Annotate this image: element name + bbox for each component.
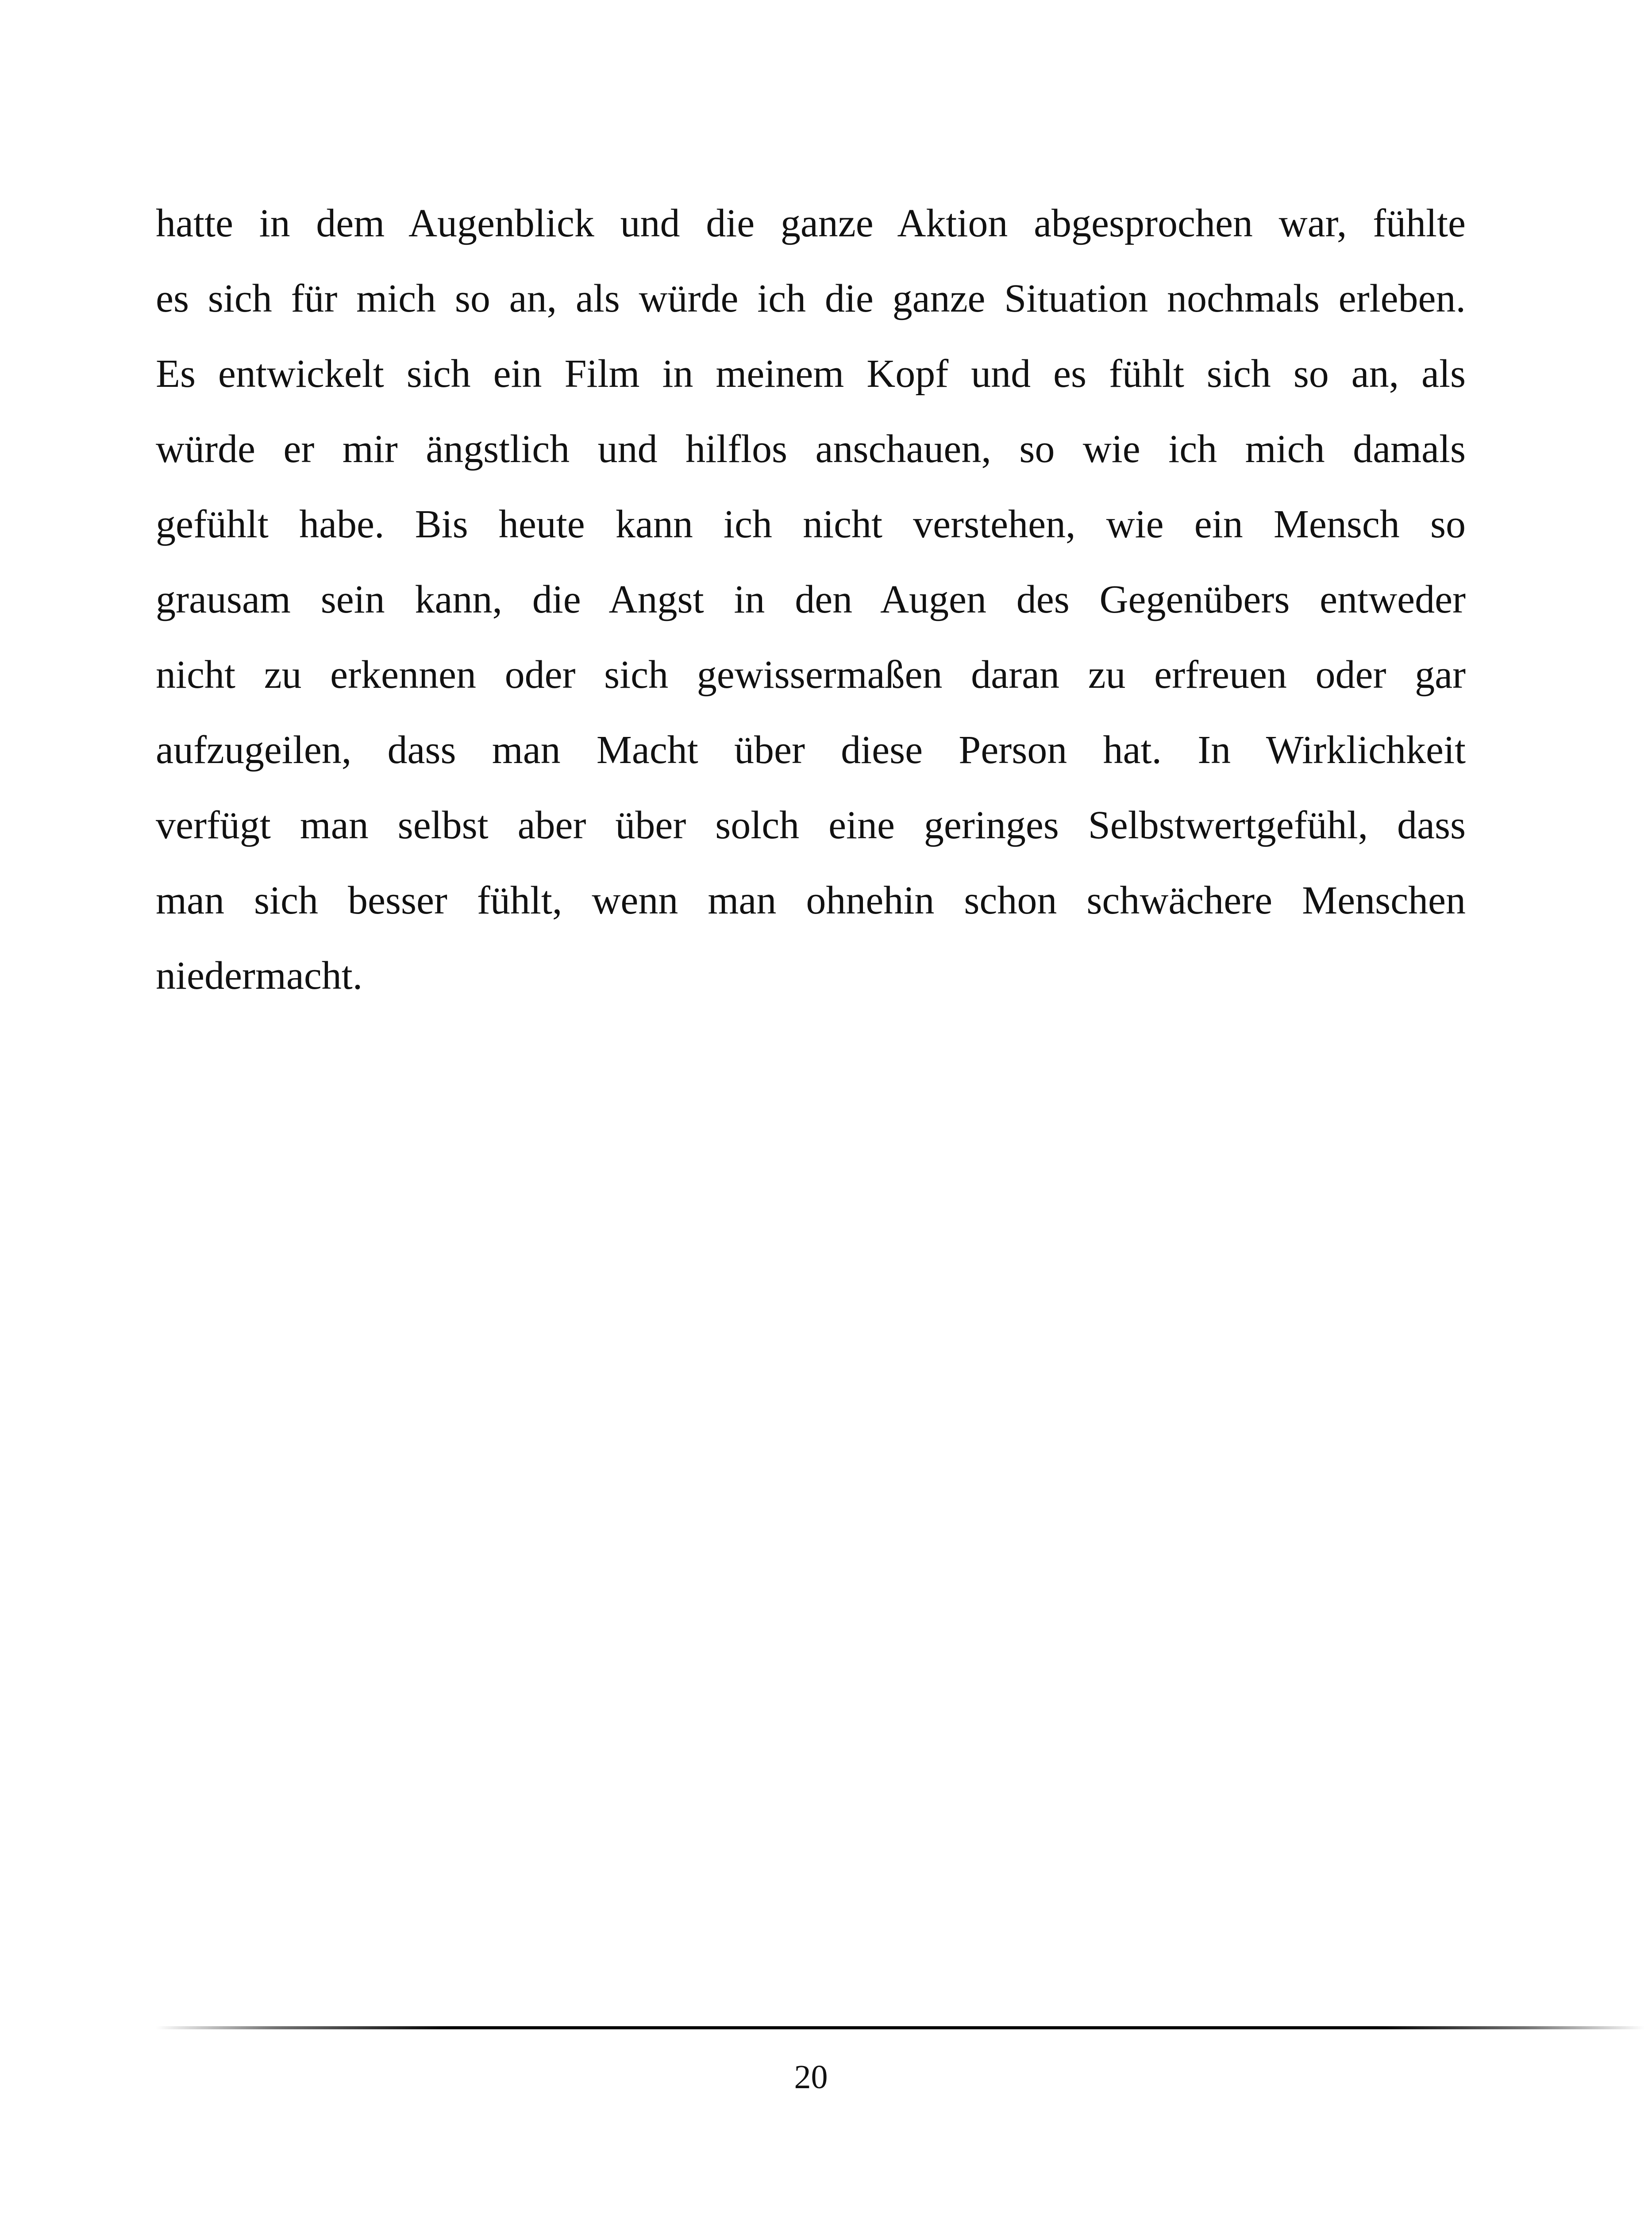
text-line: niedermacht. <box>156 954 363 998</box>
text-line: Es entwickelt sich ein Film in meinem Kopf und es fühlt sich so an, als <box>156 352 1466 396</box>
text-line: es sich für mich so an, als würde ich die ganze Situation nochmals erleben. <box>156 277 1466 320</box>
footer-divider <box>156 2026 1645 2029</box>
text-line: nicht zu erkennen oder sich gewissermaßen daran zu erfreuen oder gar <box>156 653 1466 697</box>
text-line: grausam sein kann, die Angst in den Augen des Gegenübers entweder <box>156 578 1466 621</box>
text-line: würde er mir ängstlich und hilflos anschauen, so wie ich mich damals <box>156 427 1466 471</box>
text-line: hatte in dem Augenblick und die ganze Aktion abgesprochen war, fühlte <box>156 201 1466 245</box>
body-paragraph <box>156 186 1466 1014</box>
text-line: verfügt man selbst aber über solch eine geringes Selbstwertgefühl, dass <box>156 803 1466 847</box>
text-line: man sich besser fühlt, wenn man ohnehin schon schwächere Menschen <box>156 879 1466 922</box>
text-line: aufzugeilen, dass man Macht über diese Person hat. In Wirklichkeit <box>156 728 1466 772</box>
page-number: 20 <box>794 2059 828 2096</box>
text-line: gefühlt habe. Bis heute kann ich nicht verstehen, wie ein Mensch so <box>156 502 1466 546</box>
